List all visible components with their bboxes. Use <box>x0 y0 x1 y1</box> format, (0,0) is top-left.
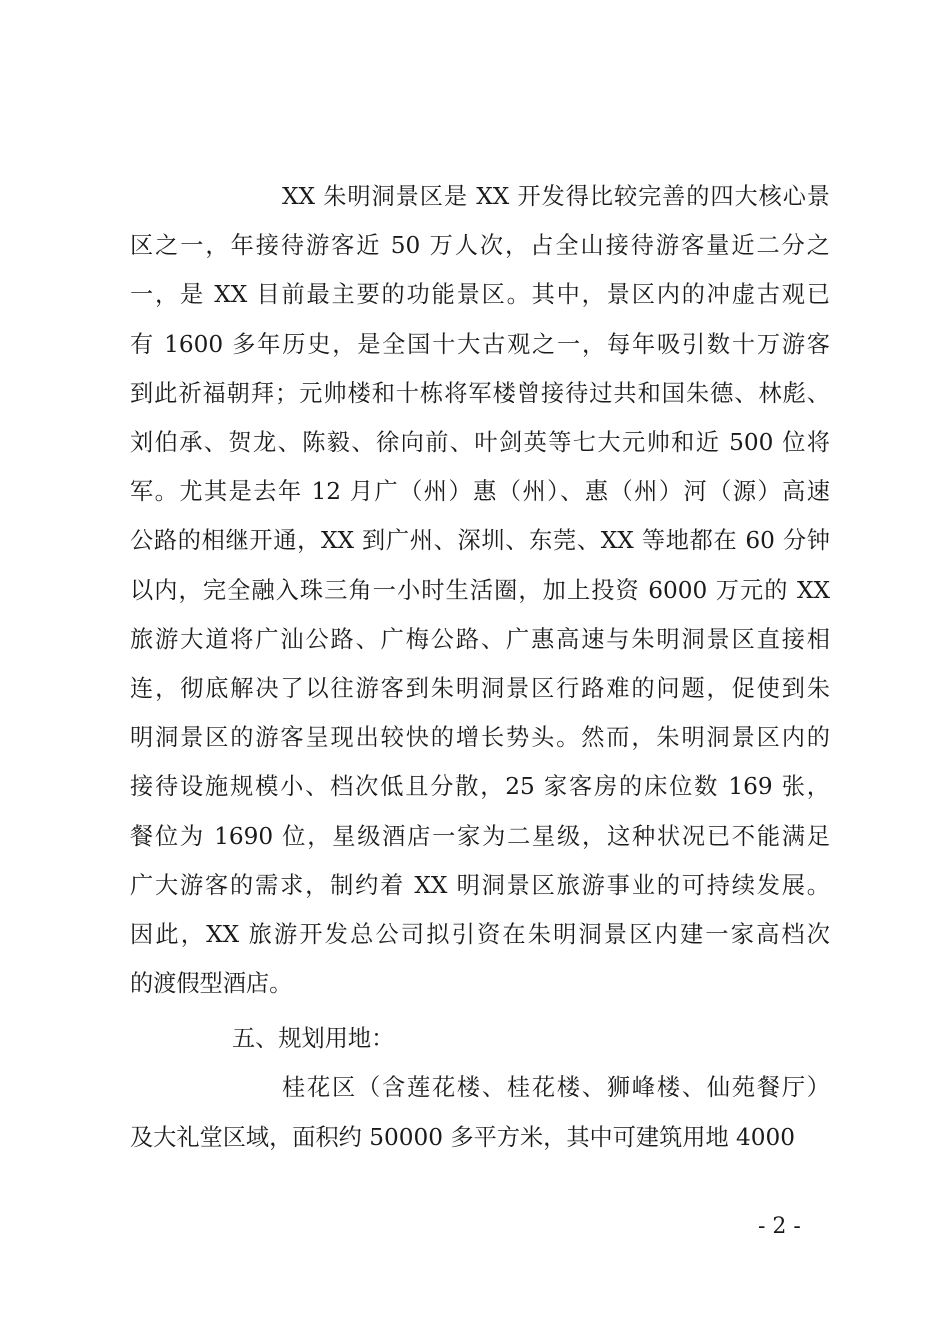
text-line: 接待设施规模小、档次低且分散，25 家客房的床位数 169 张， <box>130 773 830 801</box>
text-line: 因此，XX 旅游开发总公司拟引资在朱明洞景区内建一家高档次 <box>130 921 830 948</box>
text-line: 及大礼堂区域，面积约 50000 多平方米，其中可建筑用地 4000 <box>130 1123 796 1151</box>
text-line: 明洞景区的游客呈现出较快的增长势头。然而，朱明洞景区内的 <box>130 724 830 752</box>
text-line: 旅游大道将广汕公路、广梅公路、广惠高速与朱明洞景区直接相 <box>130 625 830 653</box>
text-line: 有 1600 多年历史，是全国十大古观之一，每年吸引数十万游客 <box>130 330 830 358</box>
text-line: 广大游客的需求，制约着 XX 明洞景区旅游事业的可持续发展。 <box>130 871 830 899</box>
text-line: 公路的相继开通，XX 到广州、深圳、东莞、XX 等地都在 60 分钟 <box>130 527 830 555</box>
page-number: - 2 - <box>758 1214 801 1239</box>
text-line: 的渡假型酒店。 <box>130 970 293 998</box>
text-line: 餐位为 1690 位，星级酒店一家为二星级，这种状况已不能满足 <box>130 822 830 850</box>
text-line: 桂花区（含莲花楼、桂花楼、狮峰楼、仙苑餐厅） <box>282 1074 830 1101</box>
text-line: 刘伯承、贺龙、陈毅、徐向前、叶剑英等七大元帅和近 500 位将 <box>130 429 830 456</box>
text-line: 以内，完全融入珠三角一小时生活圈，加上投资 6000 万元的 XX <box>130 576 830 604</box>
text-line: 军。尤其是去年 12 月广（州）惠（州）、惠（州）河（源）高速 <box>130 478 830 506</box>
text-line: 区之一，年接待游客近 50 万人次，占全山接待游客量近二分之 <box>130 232 830 260</box>
text-line: XX 朱明洞景区是 XX 开发得比较完善的四大核心景 <box>282 183 830 210</box>
section-heading: 五、规划用地： <box>232 1025 395 1052</box>
text-line: 到此祈福朝拜；元帅楼和十栋将军楼曾接待过共和国朱德、林彪、 <box>130 379 830 407</box>
text-line: 一，是 XX 目前最主要的功能景区。其中，景区内的冲虚古观已 <box>130 281 830 309</box>
text-line: 连，彻底解决了以往游客到朱明洞景区行路难的问题，促使到朱 <box>130 675 830 702</box>
